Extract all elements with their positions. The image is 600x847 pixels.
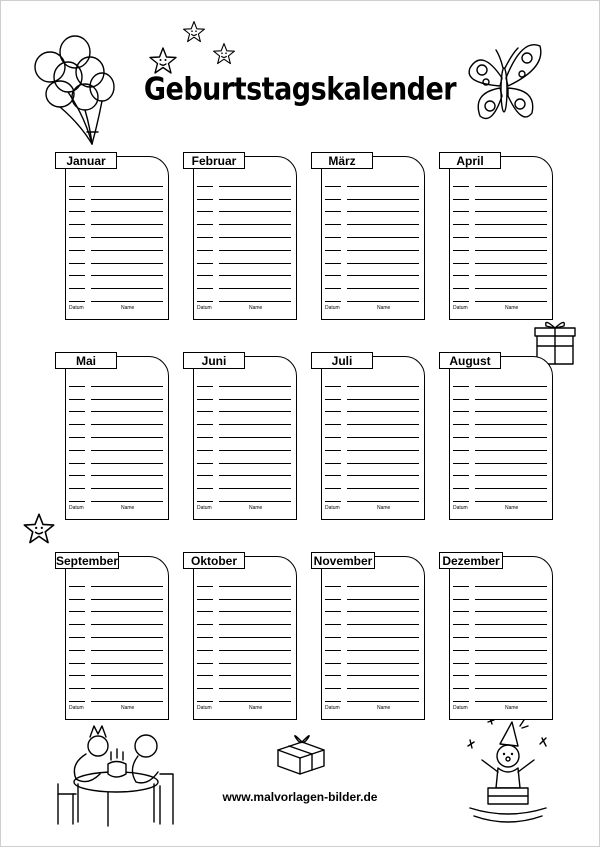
name-line[interactable] (219, 301, 291, 302)
entry-line[interactable] (325, 238, 421, 251)
month-label: März (311, 152, 373, 169)
clown-icon (460, 716, 552, 831)
name-label: Name (121, 505, 135, 511)
name-line[interactable] (347, 501, 419, 502)
name-line[interactable] (219, 701, 291, 702)
entry-line[interactable] (197, 676, 293, 689)
entry-lines[interactable] (453, 574, 549, 702)
entry-line[interactable] (325, 451, 421, 464)
date-line[interactable] (69, 501, 85, 502)
entry-line[interactable] (197, 638, 293, 651)
name-line[interactable] (475, 701, 547, 702)
butterfly-icon (462, 38, 547, 128)
entry-line[interactable] (325, 212, 421, 225)
entry-line[interactable] (453, 187, 549, 200)
entry-line[interactable] (197, 612, 293, 625)
entry-lines[interactable] (325, 174, 421, 302)
entry-line[interactable] (69, 289, 165, 302)
entry-line[interactable] (69, 689, 165, 702)
entry-line[interactable] (453, 638, 549, 651)
entry-line[interactable] (69, 200, 165, 213)
entry-line[interactable] (453, 689, 549, 702)
entry-line[interactable] (197, 251, 293, 264)
entry-line[interactable] (69, 600, 165, 613)
entry-line[interactable] (197, 489, 293, 502)
entry-line[interactable] (453, 425, 549, 438)
entry-line[interactable] (197, 476, 293, 489)
entry-line[interactable] (69, 664, 165, 677)
entry-line[interactable] (325, 289, 421, 302)
name-line[interactable] (347, 701, 419, 702)
entry-line[interactable] (197, 651, 293, 664)
entry-lines[interactable] (325, 574, 421, 702)
name-line[interactable] (91, 301, 163, 302)
date-label: Datum (453, 505, 468, 511)
entry-lines[interactable] (197, 174, 293, 302)
name-label: Name (377, 305, 391, 311)
month-januar (55, 152, 173, 322)
entry-line[interactable] (197, 200, 293, 213)
entry-line[interactable] (325, 387, 421, 400)
date-line[interactable] (325, 701, 341, 702)
entry-line[interactable] (69, 574, 165, 587)
entry-line[interactable] (325, 412, 421, 425)
star-icon (148, 46, 178, 76)
entry-line[interactable] (453, 464, 549, 477)
month-label: November (311, 552, 375, 569)
entry-line[interactable] (197, 276, 293, 289)
entry-line[interactable] (69, 612, 165, 625)
entry-line[interactable] (453, 251, 549, 264)
month-label: Februar (183, 152, 245, 169)
entry-line[interactable] (453, 651, 549, 664)
entry-line[interactable] (197, 400, 293, 413)
month-juni (183, 352, 301, 522)
entry-lines[interactable] (453, 174, 549, 302)
name-label: Name (121, 305, 135, 311)
entry-lines[interactable] (69, 174, 165, 302)
entry-line[interactable] (453, 225, 549, 238)
entry-line[interactable] (69, 651, 165, 664)
name-label: Name (249, 305, 263, 311)
date-label: Datum (453, 705, 468, 711)
name-label: Name (249, 705, 263, 711)
entry-line[interactable] (453, 476, 549, 489)
month-label: Oktober (183, 552, 245, 569)
entry-line[interactable] (325, 664, 421, 677)
entry-line[interactable] (197, 374, 293, 387)
entry-line[interactable] (69, 638, 165, 651)
entry-line[interactable] (197, 689, 293, 702)
entry-line[interactable] (325, 174, 421, 187)
entry-line[interactable] (325, 251, 421, 264)
entry-line[interactable] (325, 276, 421, 289)
entry-line[interactable] (325, 464, 421, 477)
date-label: Datum (325, 505, 340, 511)
entry-line[interactable] (325, 264, 421, 277)
month-juli (311, 352, 429, 522)
entry-line[interactable] (325, 600, 421, 613)
entry-line[interactable] (453, 587, 549, 600)
entry-line[interactable] (69, 438, 165, 451)
entry-line[interactable] (325, 374, 421, 387)
birthday-party-icon (48, 724, 178, 829)
balloons-icon (30, 32, 125, 147)
month-label: Dezember (439, 552, 503, 569)
month-maerz (311, 152, 429, 322)
entry-line[interactable] (453, 200, 549, 213)
date-line[interactable] (69, 301, 85, 302)
entry-line[interactable] (325, 574, 421, 587)
entry-line[interactable] (197, 451, 293, 464)
entry-line[interactable] (325, 489, 421, 502)
entry-line[interactable] (325, 625, 421, 638)
month-mai (55, 352, 173, 522)
entry-line[interactable] (453, 625, 549, 638)
entry-line[interactable] (197, 664, 293, 677)
entry-line[interactable] (453, 600, 549, 613)
entry-line[interactable] (325, 689, 421, 702)
month-november (311, 552, 429, 722)
entry-line[interactable] (325, 476, 421, 489)
date-label: Datum (69, 505, 84, 511)
month-label: Juli (311, 352, 373, 369)
entry-line[interactable] (197, 464, 293, 477)
entry-line[interactable] (69, 451, 165, 464)
name-line[interactable] (475, 301, 547, 302)
entry-line[interactable] (69, 476, 165, 489)
entry-line[interactable] (197, 187, 293, 200)
entry-line[interactable] (197, 600, 293, 613)
entry-line[interactable] (197, 264, 293, 277)
entry-line[interactable] (453, 489, 549, 502)
entry-line[interactable] (69, 676, 165, 689)
entry-line[interactable] (325, 425, 421, 438)
month-label: September (56, 554, 119, 568)
name-label: Name (505, 305, 519, 311)
name-line[interactable] (219, 501, 291, 502)
date-line[interactable] (197, 501, 213, 502)
entry-line[interactable] (325, 187, 421, 200)
entry-line[interactable] (325, 676, 421, 689)
gift-icon (274, 732, 328, 774)
month-label: Juni (183, 352, 245, 369)
date-line[interactable] (453, 701, 469, 702)
month-oktober (183, 552, 301, 722)
entry-line[interactable] (453, 238, 549, 251)
entry-line[interactable] (69, 464, 165, 477)
entry-lines[interactable] (69, 574, 165, 702)
entry-line[interactable] (325, 638, 421, 651)
star-icon (182, 20, 206, 44)
entry-line[interactable] (453, 264, 549, 277)
date-line[interactable] (325, 501, 341, 502)
entry-lines[interactable] (325, 374, 421, 502)
month-label: Mai (55, 352, 117, 369)
star-icon (212, 42, 236, 66)
date-label: Datum (197, 705, 212, 711)
entry-line[interactable] (197, 625, 293, 638)
entry-line[interactable] (69, 225, 165, 238)
entry-line[interactable] (197, 587, 293, 600)
month-februar (183, 152, 301, 322)
date-label: Datum (69, 705, 84, 711)
name-label: Name (377, 505, 391, 511)
entry-line[interactable] (453, 387, 549, 400)
date-line[interactable] (453, 301, 469, 302)
entry-line[interactable] (325, 651, 421, 664)
entry-line[interactable] (325, 400, 421, 413)
name-line[interactable] (91, 501, 163, 502)
month-dezember (439, 552, 557, 722)
entry-line[interactable] (197, 438, 293, 451)
entry-line[interactable] (453, 438, 549, 451)
name-label: Name (377, 705, 391, 711)
entry-line[interactable] (69, 489, 165, 502)
entry-line[interactable] (69, 251, 165, 264)
entry-line[interactable] (69, 212, 165, 225)
entry-line[interactable] (69, 387, 165, 400)
date-line[interactable] (69, 701, 85, 702)
entry-line[interactable] (197, 289, 293, 302)
entry-line[interactable] (325, 438, 421, 451)
entry-line[interactable] (197, 574, 293, 587)
entry-lines[interactable] (453, 374, 549, 502)
entry-line[interactable] (453, 664, 549, 677)
entry-line[interactable] (197, 238, 293, 251)
entry-line[interactable] (69, 187, 165, 200)
entry-line[interactable] (69, 400, 165, 413)
entry-line[interactable] (453, 412, 549, 425)
entry-line[interactable] (69, 264, 165, 277)
date-line[interactable] (197, 701, 213, 702)
entry-line[interactable] (453, 289, 549, 302)
entry-line[interactable] (197, 212, 293, 225)
entry-line[interactable] (325, 225, 421, 238)
entry-line[interactable] (69, 174, 165, 187)
date-label: Datum (325, 705, 340, 711)
entry-line[interactable] (453, 374, 549, 387)
entry-line[interactable] (69, 374, 165, 387)
entry-line[interactable] (453, 174, 549, 187)
entry-line[interactable] (69, 412, 165, 425)
name-line[interactable] (347, 301, 419, 302)
date-line[interactable] (453, 501, 469, 502)
name-label: Name (121, 705, 135, 711)
name-label: Name (505, 705, 519, 711)
entry-lines[interactable] (69, 374, 165, 502)
date-label: Datum (197, 505, 212, 511)
entry-line[interactable] (69, 587, 165, 600)
entry-lines[interactable] (197, 574, 293, 702)
name-label: Name (249, 505, 263, 511)
entry-line[interactable] (453, 212, 549, 225)
entry-line[interactable] (69, 425, 165, 438)
entry-line[interactable] (69, 625, 165, 638)
date-line[interactable] (325, 301, 341, 302)
entry-line[interactable] (197, 225, 293, 238)
entry-line[interactable] (197, 174, 293, 187)
date-label: Datum (325, 305, 340, 311)
month-label: April (439, 152, 501, 169)
entry-lines[interactable] (197, 374, 293, 502)
entry-line[interactable] (325, 587, 421, 600)
page-title: Geburtstagskalender (143, 71, 457, 108)
entry-line[interactable] (453, 574, 549, 587)
month-april (439, 152, 557, 322)
name-line[interactable] (91, 701, 163, 702)
date-label: Datum (197, 305, 212, 311)
month-label: Januar (55, 152, 117, 169)
entry-line[interactable] (453, 400, 549, 413)
month-september (55, 552, 173, 722)
entry-line[interactable] (69, 238, 165, 251)
entry-line[interactable] (325, 612, 421, 625)
entry-line[interactable] (197, 425, 293, 438)
entry-line[interactable] (453, 276, 549, 289)
entry-line[interactable] (197, 412, 293, 425)
entry-line[interactable] (197, 387, 293, 400)
date-label: Datum (453, 305, 468, 311)
entry-line[interactable] (453, 612, 549, 625)
entry-line[interactable] (69, 276, 165, 289)
date-label: Datum (69, 305, 84, 311)
date-line[interactable] (197, 301, 213, 302)
month-august (439, 352, 557, 522)
name-label: Name (505, 505, 519, 511)
entry-line[interactable] (453, 676, 549, 689)
month-label: August (439, 352, 501, 369)
website-url: www.malvorlagen-bilder.de (222, 790, 378, 804)
name-line[interactable] (475, 501, 547, 502)
entry-line[interactable] (453, 451, 549, 464)
entry-line[interactable] (325, 200, 421, 213)
star-icon (22, 512, 56, 546)
